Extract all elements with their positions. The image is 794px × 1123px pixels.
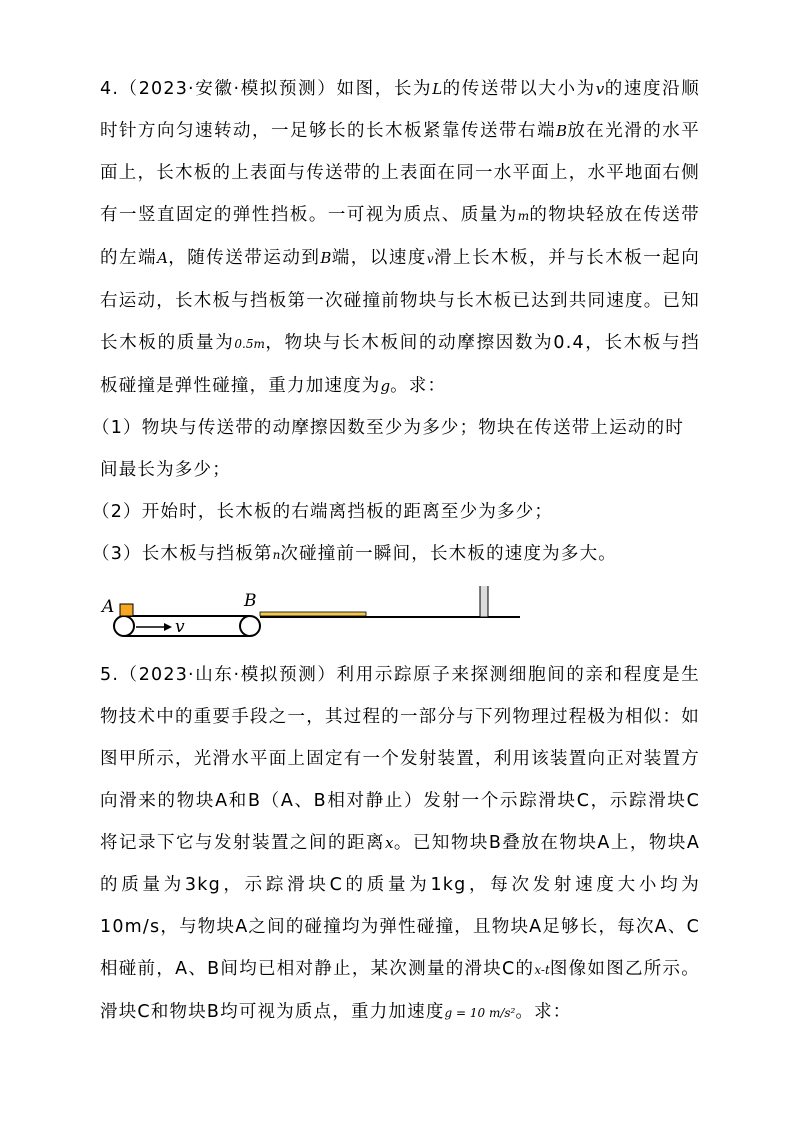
block xyxy=(120,604,133,616)
label-b: B xyxy=(244,591,257,611)
document-body xyxy=(92,68,701,1034)
label-v: v xyxy=(175,617,185,637)
question-4-stem: 4.（2023·安徽·模拟预测）如图，长为L的传送带以大小为v的速度沿顺时针方向匀速转动，一足够长的长木板紧靠传送带右端B放在光滑的水平面上，长木板的上表面与传送带的上表面在同一水平面上，水平地面右侧有一竖直固定的弹性挡板。一可视为质点、质量为m的物块轻放在传送带的左端A，随传送带运动到B端，以速度v滑上长木板，并与长木板一起向右运动，长木板与挡板第一次碰撞前物块与长木板已达到共同速度。已知长木板的质量为0.5m，物块与长木板间的动摩擦因数为0.4，长木板与挡板碰撞是弹性碰撞，重力加速度为g。求： xyxy=(100,79,701,396)
question-4-part-2: （2）开始时，长木板的右端离挡板的距离至少为多少； xyxy=(92,502,554,522)
question-5-stem: 5.（2023·山东·模拟预测）利用示踪原子来探测细胞间的亲和程度是生物技术中的重要手段之一，其过程的一部分与下列物理过程极为相似：如图甲所示，光滑水平面上固定有一个发射装置，利用该装置向正对装置方向滑来的物块A和B（A、B相对静止）发射一个示踪滑块C，示踪滑块C将记录下它与发射装置之间的距离x。已知物块B叠放在物块A上，物块A的质量为3kg，示踪滑块C的质量为1kg，每次发射速度大小均为10m/s，与物块A之间的碰撞均为弹性碰撞，且物块A足够长，每次A、C相碰前，A、B间均已相对静止，某次测量的滑块C的x-t图像如图乙所示。滑块C和物块B均可视为质点，重力加速度g = 10 m/s²。求： xyxy=(100,665,701,1022)
barrier xyxy=(480,586,488,617)
long-board xyxy=(260,612,366,616)
conveyor-belt-figure xyxy=(100,586,530,648)
right-pulley xyxy=(240,616,260,636)
question-4-part-1: （1）物块与传送带的动摩擦因数至少为多少；物块在传送带上运动的时间最长为多少； xyxy=(92,418,685,480)
question-4-part-3: （3）长木板与挡板第n次碰撞前一瞬间，长木板的速度为多大。 xyxy=(92,544,617,564)
label-a: A xyxy=(102,597,115,617)
arrow-head xyxy=(164,623,172,631)
left-pulley xyxy=(114,616,134,636)
